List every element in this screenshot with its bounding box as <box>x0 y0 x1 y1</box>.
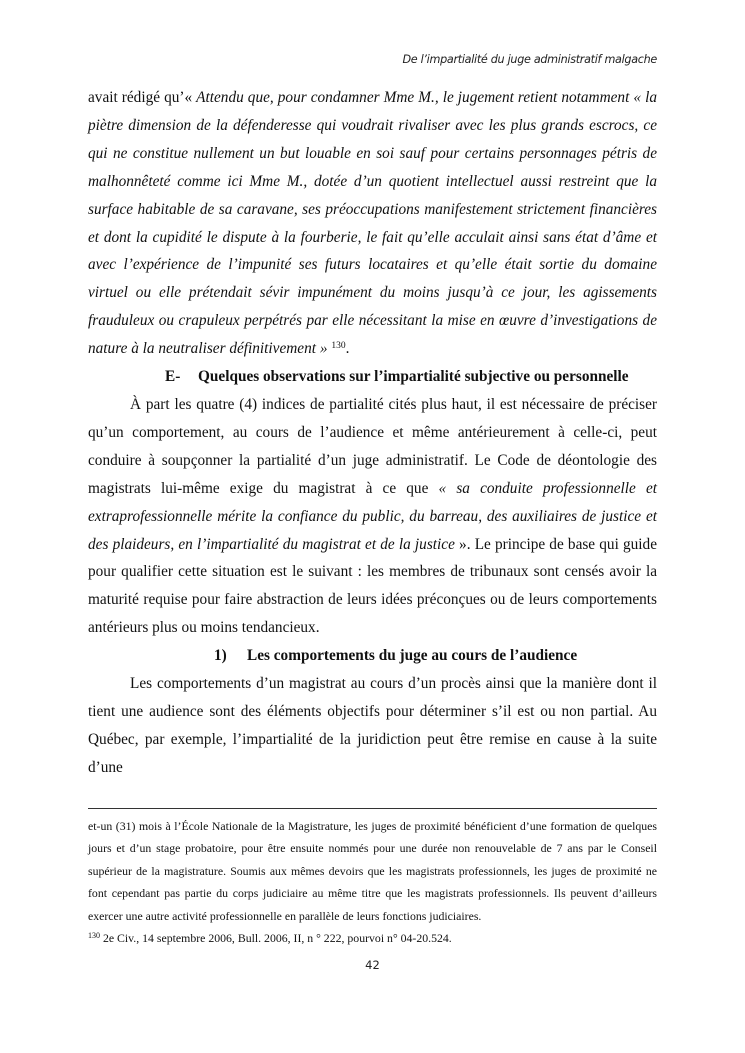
paragraph-tail: ». Le principe de base qui guide pour qualifier cette situation est le suivant : les membres de tribunaux sont censés avoir la maturité requise pour faire abstraction de leurs idées préconçues ou de leurs comportements antérieurs plus ou moins tendancieux. <box>88 535 657 637</box>
footnote-continuation: et-un (31) mois à l’École Nationale de la Magistrature, les juges de proximité bénéficient d’une formation de quelques jours et d’un stage probatoire, pour être ensuite nommés pour une durée non renouvelable de 7 ans par le Conseil supérieur de la magistrature. Soumis aux mêmes devoirs que les magistrats professionnels, les juges de proximité ne font cependant pas partie du corps judiciaire au même titre que les magistrats professionnels. Ils peuvent d’ailleurs exercer une autre activité professionnelle en parallèle de leurs fonctions judiciaires. <box>88 819 657 923</box>
subsection-title: Les comportements du juge au cours de l’audience <box>247 647 578 665</box>
footnote-text: 2e Civ., 14 septembre 2006, Bull. 2006, II, n ° 222, pourvoi n° 04-20.524. <box>100 931 452 946</box>
page-number: 42 <box>365 958 380 972</box>
main-body <box>88 84 657 782</box>
running-header: De l’impartialité du juge administratif malgache <box>402 53 657 66</box>
subsection-heading-1 <box>88 642 657 670</box>
section-heading-e <box>88 363 657 391</box>
section-title: Quelques observations sur l’impartialité subjective ou personnelle <box>198 368 629 386</box>
footnotes-area <box>88 815 657 949</box>
paragraph-quote-judgment <box>88 84 657 363</box>
quoted-judgment: Attendu que, pour condamner Mme M., le jugement retient notamment « la piètre dimension de la défenderesse qui voudrait rivaliser avec les plus grands escrocs, ce qui ne constitue nullement un but louable en soi sauf pour certains personnages pétris de malhonnêteté comme ici Mme M., dotée d’un quotient intellectuel aussi restreint que la surface habitable de sa caravane, ses préoccupations manifestement strictement financières et dont la cupidité le dispute à la fourberie, le fait qu’elle acculait ainsi sans état d’âme et avec l’expérience de l’impunité ses futurs locataires et qu’elle était sortie du domaine virtuel ou elle prétendait sévir impunément du moins jusqu’à ce jour, les agissements frauduleux ou crapuleux perpétrés par elle nécessitant la mise en œuvre d’investigations de nature à la neutraliser définitivement » <box>88 89 657 358</box>
paragraph-end: . <box>345 340 350 358</box>
section-number: E- <box>165 368 181 386</box>
footnote-ref-130[interactable]: 130 <box>331 341 346 352</box>
footnote-130 <box>88 927 657 949</box>
paragraph-behaviours: Les comportements d’un magistrat au cours d’un procès ainsi que la manière dont il tient une audience sont des éléments objectifs pour déterminer s’il est ou non partial. Au Québec, par exemple, l’impartialité de la juridiction peut être remise en cause à la suite d’une <box>88 675 657 776</box>
paragraph-observations <box>88 391 657 642</box>
paragraph-lead: À part les quatre (4) indices de partialité cités plus haut, il est nécessaire de préciser qu’un comportement, au cours de l’audience et même antérieurement à celle-ci, peut conduire à soupçonner la partialité d’un juge administratif. Le Code de déontologie des magistrats lui-même exige du magistrat à ce que <box>88 395 657 497</box>
footnote-number: 130 <box>88 931 100 941</box>
subsection-number: 1) <box>214 647 227 665</box>
paragraph-lead: avait rédigé qu’« <box>88 89 197 106</box>
quoted-code: « sa conduite professionnelle et extraprofessionnelle mérite la confiance du public, du barreau, des auxiliaires de justice et des plaideurs, en l’impartialité du magistrat et de la justice <box>88 479 657 553</box>
footnote-separator <box>88 808 657 809</box>
